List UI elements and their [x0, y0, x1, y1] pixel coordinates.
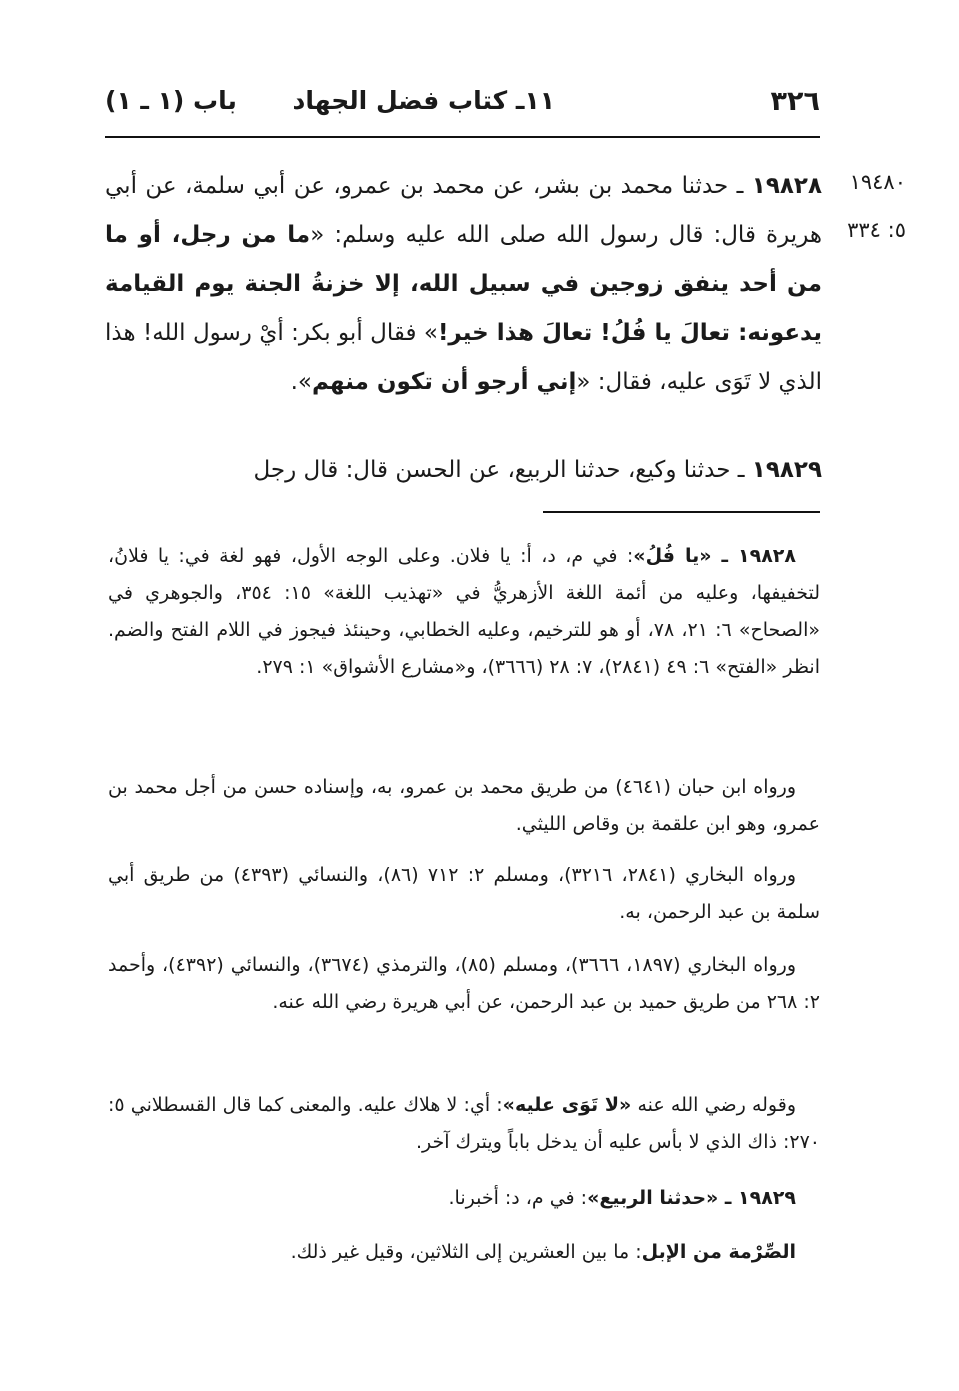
page-header — [105, 86, 820, 130]
page-number: ٣٢٦ — [770, 86, 820, 117]
footnote-7: الصِّرْمة من الإبل: ما بين العشرين إلى الثلاثين، وقيل غير ذلك. — [290, 1241, 796, 1263]
hadith-continuation: » فقال أبو بكر: أيْ رسول الله! هذا الذي لا تَوَى عليه، فقال: « — [105, 320, 822, 395]
hadith-19829 — [105, 446, 822, 495]
book-title: ١١ـ كتاب فضل الجهاد — [292, 86, 555, 115]
hadith-19828 — [105, 162, 822, 407]
hadith-end: ». — [290, 369, 312, 395]
footnote-rule — [543, 511, 820, 513]
hadith-reply: إني أرجو أن تكون منهم — [311, 369, 577, 395]
footnote-2: ورواه ابن حبان (٤٦٤١) من طريق محمد بن عمرو، به، وإسناده حسن من أجل محمد بن عمرو، وهو ابن علقمة بن وقاص الليثي. — [108, 776, 820, 835]
hadith-matn: ما من رجل، أو ما من أحد ينفق زوجين في سبيل الله، إلا خزنةُ الجنة يوم القيامة يدعونه: تعالَ يا فُلُ! تعالَ هذا خير! — [105, 222, 822, 346]
footnote-1: ١٩٨٢٨ ـ «يا فُلُ»: في م، د، أ: يا فلان. وعلى الوجه الأول، فهو لغة في: يا فلانُ، لتخفيفها، وعليه من أئمة اللغة الأزهريُّ في «تهذيب اللغة» ١٥: ٣٥٤، والجوهري في «الصحاح» ٦: ٢١، ٧٨، أو هو للترخيم، وعليه الخطابي، وحينئذ فيجوز في اللام الفتح والضم. انظر «الفتح» ٦: ٤٩ (٢٨٤١)، ٧: ٢٨ (٣٦٦٦)، و«مشارع الأشواق» ١: ٢٧٩. — [108, 545, 820, 678]
hadith-isnad: ـ حدثنا محمد بن بشر، عن محمد بن عمرو، عن أبي سلمة، عن أبي هريرة قال: قال رسول الله صلى الله عليه وسلم: « — [105, 173, 823, 248]
header-rule — [105, 136, 820, 138]
chapter-reference: باب (١ ـ ١) — [105, 86, 237, 115]
footnote-6: ١٩٨٢٩ ـ «حدثنا الربيع»: في م، د: أخبرنا. — [448, 1187, 796, 1209]
hadith-number: ١٩٨٢٨ — [751, 173, 822, 199]
hadith-text: ـ حدثنا وكيع، حدثنا الربيع، عن الحسن قال: قال رجل — [253, 457, 752, 483]
margin-ref-1: ١٩٤٨٠ — [849, 170, 906, 194]
margin-ref-2: ٥: ٣٣٤ — [847, 218, 906, 242]
footnote-4: ورواه البخاري (١٨٩٧، ٣٦٦٦)، ومسلم (٨٥)، والترمذي (٣٦٧٤)، والنسائي (٤٣٩٢)، وأحمد ٢: ٢٦٨ من طريق حميد بن عبد الرحمن، عن أبي هريرة رضي الله عنه. — [108, 954, 820, 1013]
footnote-ref: ١٩٨٢٨ ـ «يا فُلُ» — [633, 545, 796, 567]
footnote-3: ورواه البخاري (٢٨٤١، ٣٢١٦)، ومسلم ٢: ٧١٢ (٨٦)، والنسائي (٤٣٩٣) من طريق أبي سلمة بن عبد الرحمن، به. — [108, 864, 820, 923]
footnote-5: وقوله رضي الله عنه «لا تَوَى عليه»: أي: لا هلاك عليه. والمعنى كما قال القسطلاني ٥: ٢٧٠: ذاك الذي لا بأس عليه أن يدخل باباً ويترك آخر. — [108, 1094, 820, 1153]
hadith-number: ١٩٨٢٩ — [751, 457, 822, 483]
